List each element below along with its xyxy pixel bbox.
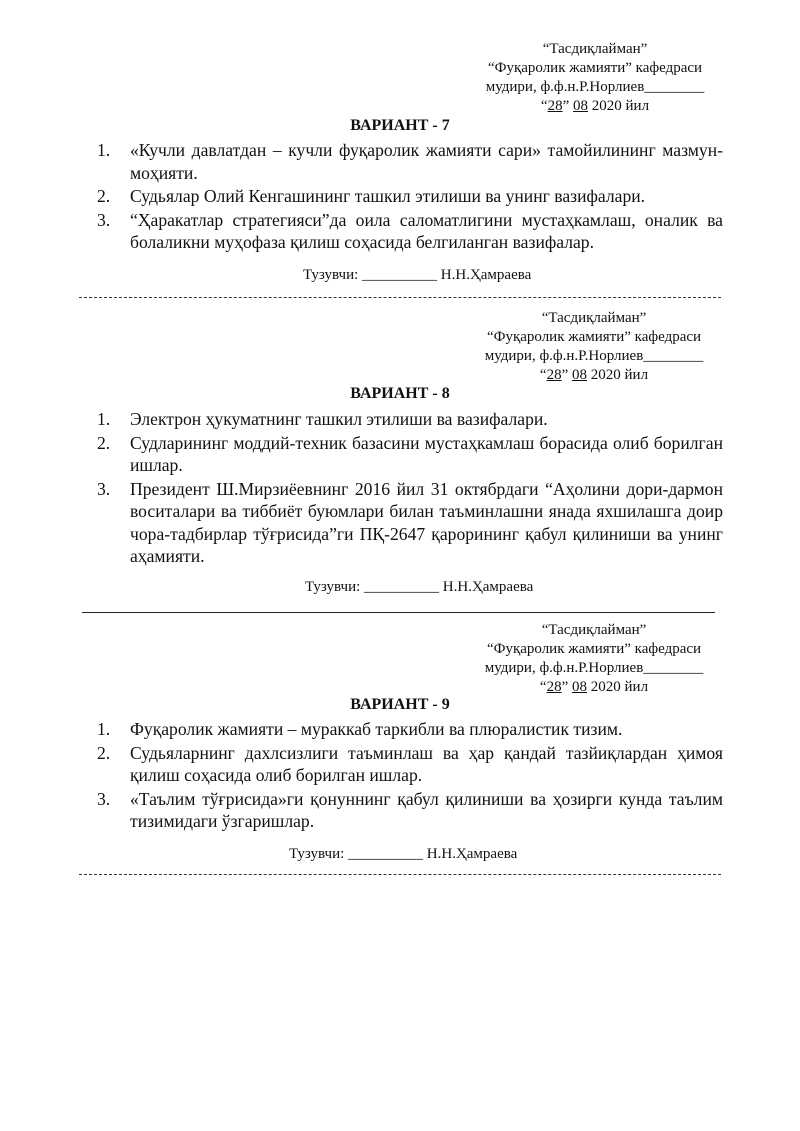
approval-year: 2020 йил xyxy=(590,679,649,695)
approval-month: 08 xyxy=(573,98,589,114)
question-list-7 xyxy=(97,139,723,255)
approval-department: “Фуқаролик жамияти” кафедраси xyxy=(486,641,702,657)
compiler-label: Тузувчи: xyxy=(289,846,345,862)
compiler-label: Тузувчи: xyxy=(303,267,359,283)
approval-date: “28” 08 2020 йил xyxy=(540,98,650,114)
approval-day: 28 xyxy=(546,679,562,695)
approval-stamp-2 xyxy=(474,309,714,385)
variant-title-9: ВАРИАНТ - 9 xyxy=(350,696,450,713)
approval-head: мудири, ф.ф.н.Р.Норлиев________ xyxy=(485,79,705,95)
approval-month: 08 xyxy=(572,367,588,383)
question-item: 3. «Таълим тўғрисида»ги қонуннинг қабул қилиниши ва ҳозирги кунда таълим тизимидаги ўзгаришлар. xyxy=(97,788,723,831)
compiler-name: Н.Н.Ҳамраева xyxy=(426,846,518,862)
variant-title-8: ВАРИАНТ - 8 xyxy=(350,385,450,402)
signature-blank: __________ xyxy=(364,579,440,595)
approval-department: “Фуқаролик жамияти” кафедраси xyxy=(486,329,702,345)
question-item: 3. “Ҳаракатлар стратегияси”да оила саломатлигини мустаҳкамлаш, оналик ва болаликни муҳофаза қилиш соҳасида белгиланган вазифалар. xyxy=(97,209,723,252)
question-item: 1. «Кучли давлатдан – кучли фуқаролик жамияти сари» тамойилининг мазмун-моҳияти. xyxy=(97,140,723,183)
compiler-name: Н.Н.Ҳамраева xyxy=(440,267,532,283)
approval-stamp-1 xyxy=(475,40,715,116)
approval-stamp-3 xyxy=(474,621,714,697)
separator-solid xyxy=(82,612,715,613)
approval-department: “Фуқаролик жамияти” кафедраси xyxy=(487,60,703,76)
approval-year: 2020 йил xyxy=(590,367,649,383)
approval-year: 2020 йил xyxy=(591,98,650,114)
compiler-line-8 xyxy=(305,579,533,596)
variant-title-7: ВАРИАНТ - 7 xyxy=(350,117,450,134)
approval-month: 08 xyxy=(572,679,588,695)
approval-title: “Тасдиқлайман” xyxy=(541,622,647,638)
compiler-label: Тузувчи: xyxy=(305,579,361,595)
question-item: 2. Судларининг моддий-техник базасини мустаҳкамлаш борасида олиб борилган ишлар. xyxy=(97,432,723,475)
approval-title: “Тасдиқлайман” xyxy=(542,41,648,57)
question-item: 2. Судьяларнинг дахлсизлиги таъминлаш ва ҳар қандай тазйиқлардан ҳимоя қилиш соҳасида олиб борилган ишлар. xyxy=(97,742,723,785)
separator-dashed-2 xyxy=(79,874,721,875)
approval-day: 28 xyxy=(547,98,563,114)
signature-blank: __________ xyxy=(362,267,438,283)
question-item: 2. Судьялар Олий Кенгашининг ташкил этилиши ва унинг вазифалари. xyxy=(97,186,646,206)
approval-date: “28” 08 2020 йил xyxy=(539,367,649,383)
approval-day: 28 xyxy=(546,367,562,383)
compiler-name: Н.Н.Ҳамраева xyxy=(442,579,534,595)
approval-head: мудири, ф.ф.н.Р.Норлиев________ xyxy=(484,660,704,676)
compiler-line-9 xyxy=(289,846,517,863)
approval-date: “28” 08 2020 йил xyxy=(539,679,649,695)
signature-blank: __________ xyxy=(348,846,424,862)
question-item: 1. Фуқаролик жамияти – мураккаб таркибли ва плюралистик тизим. xyxy=(97,719,623,739)
question-list-9 xyxy=(97,718,723,834)
question-list-8 xyxy=(97,408,723,569)
approval-head: мудири, ф.ф.н.Р.Норлиев________ xyxy=(484,348,704,364)
question-item: 3. Президент Ш.Мирзиёевнинг 2016 йил 31 октябрдаги “Аҳолини дори-дармон воситалари ва тиббиёт буюмлари билан таъминлашни янада яхшилашга доир чора-тадбирлар тўғрисида”ги ПҚ-2647 қарорининг қабул қилиниши ва унинг аҳамияти. xyxy=(97,478,723,566)
approval-title: “Тасдиқлайман” xyxy=(541,310,647,326)
question-item: 1. Электрон ҳукуматнинг ташкил этилиши ва вазифалари. xyxy=(97,409,548,429)
separator-dashed-1 xyxy=(79,297,721,298)
compiler-line-7 xyxy=(303,267,531,284)
